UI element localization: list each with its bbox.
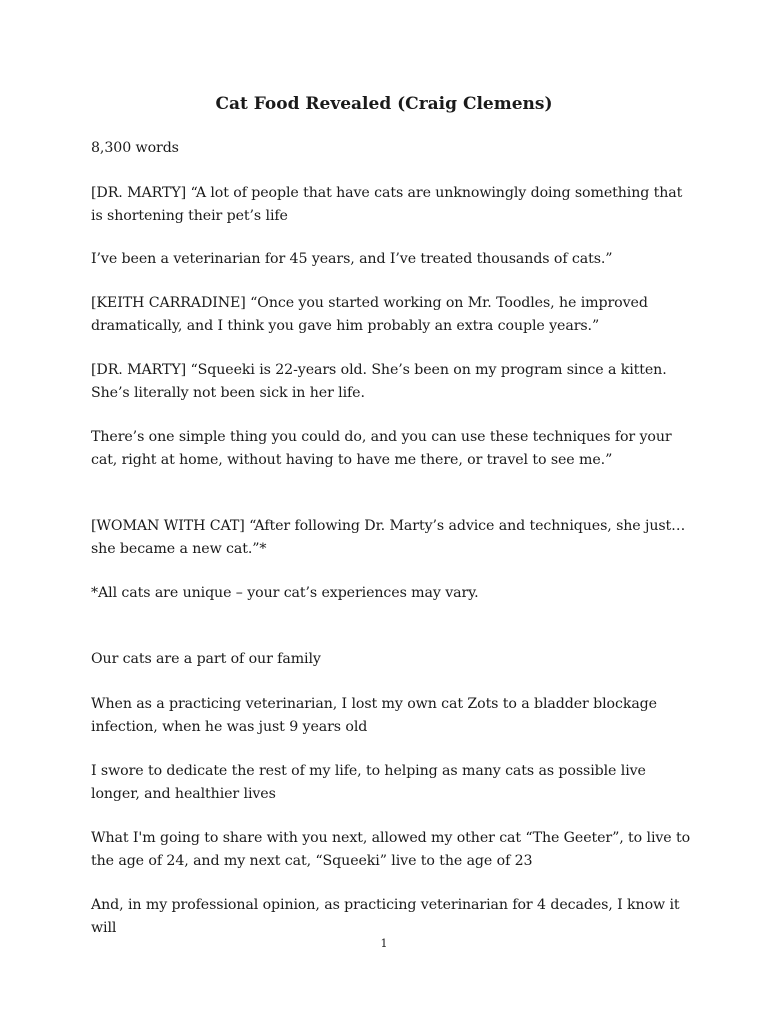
- word-count: 8,300 words: [91, 140, 179, 156]
- document-title: Cat Food Revealed (Craig Clemens): [215, 94, 553, 114]
- paragraph-veterinarian-years: I’ve been a veterinarian for 45 years, and I’ve treated thousands of cats.”: [91, 251, 613, 267]
- paragraph-simple-thing: There’s one simple thing you could do, and you can use these techniques for your cat, right at home, without having to have me there, or travel to see me.”: [91, 429, 672, 468]
- paragraph-keith-carradine: [KEITH CARRADINE] “Once you started working on Mr. Toodles, he improved dramatically, and I think you gave him probably an extra couple years.”: [91, 295, 648, 334]
- paragraph-squeeki: [DR. MARTY] “Squeeki is 22-years old. She’s been on my program since a kitten. She’s literally not been sick in her life.: [91, 362, 667, 401]
- paragraph-zots: When as a practicing veterinarian, I lost my own cat Zots to a bladder blockage infection, when he was just 9 years old: [91, 696, 657, 735]
- paragraph-woman-with-cat: [WOMAN WITH CAT] “After following Dr. Marty’s advice and techniques, she just…she became a new cat.”*: [91, 518, 686, 557]
- paragraph-disclaimer: *All cats are unique – your cat’s experiences may vary.: [91, 585, 479, 601]
- paragraph-dedicate: I swore to dedicate the rest of my life, to helping as many cats as possible live longer, and healthier lives: [91, 763, 646, 802]
- paragraph-geeter: What I'm going to share with you next, allowed my other cat “The Geeter”, to live to the age of 24, and my next cat, “Squeeki” live to the age of 23: [91, 830, 691, 869]
- paragraph-dr-marty-intro: [DR. MARTY] “A lot of people that have cats are unknowingly doing something that is shortening their pet’s life: [91, 185, 683, 224]
- paragraph-professional-opinion: And, in my professional opinion, as practicing veterinarian for 4 decades, I know it will: [91, 897, 680, 936]
- page-number: 1: [380, 937, 388, 950]
- paragraph-family: Our cats are a part of our family: [91, 651, 321, 667]
